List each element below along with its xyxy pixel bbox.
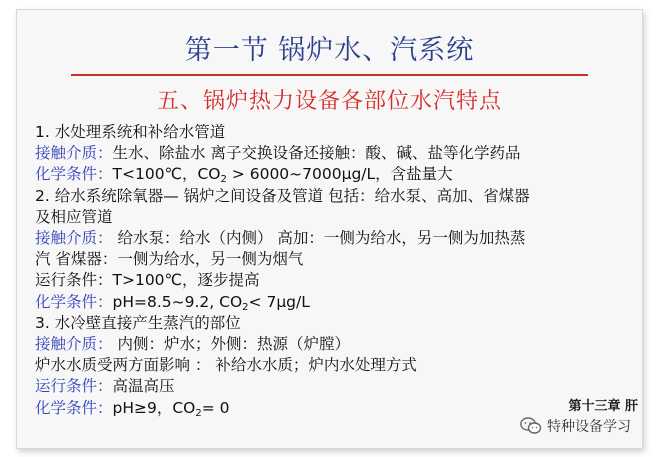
line-text: 生水、除盐水 离子交换设备还接触：酸、碱、盐等化学药品 [112, 144, 521, 163]
line-text: 高温高压 [112, 377, 175, 396]
line-text: pH=8.5~9.2, CO [112, 292, 243, 311]
slide [16, 9, 643, 449]
text-line [35, 228, 635, 249]
text-line [35, 313, 635, 334]
line-text: 运行条件：T>100℃，逐步提高 [35, 271, 260, 290]
page-title: 第一节 锅炉水、汽系统 [184, 35, 475, 66]
text-line [35, 376, 635, 397]
field-label: 化学条件： [35, 292, 113, 311]
text-line [35, 143, 635, 164]
line-text: > 6000~7000μg/L，含盐量大 [226, 165, 453, 184]
line-text: 炉水水质受两方面影响 ： 补给水水质；炉内水处理方式 [35, 356, 417, 375]
watermark-text: 特种设备学习 [547, 419, 631, 435]
slide-body [35, 122, 635, 419]
field-label: 接触介质： [35, 229, 113, 248]
line-text: 内侧：炉水；外侧：热源（炉膛） [112, 335, 350, 354]
line-text: T<100℃，CO [112, 165, 221, 184]
chapter-footer: 第十三章 肝 [568, 399, 638, 414]
text-line [35, 122, 635, 143]
subscript: 2 [220, 174, 227, 186]
field-label: 接触介质： [35, 335, 113, 354]
text-line [35, 355, 635, 376]
text-line [35, 207, 635, 228]
line-text: < 7μg/L [248, 292, 310, 311]
text-line [35, 164, 635, 185]
section-subtitle: 五、锅炉热力设备各部位水汽特点 [156, 89, 502, 114]
subscript: 2 [242, 301, 249, 313]
text-line [35, 292, 635, 313]
line-text: 3. 水冷壁直接产生蒸汽的部位 [35, 313, 241, 332]
text-line [35, 270, 635, 291]
line-text: pH≥9，CO [112, 398, 196, 417]
line-text: = 0 [201, 398, 230, 417]
line-text: 1. 水处理系统和补给水管道 [35, 123, 226, 141]
line-text: 给水泵：给水（内侧） 高加：一侧为给水，另一侧为加热蒸 [112, 229, 526, 248]
subscript: 2 [195, 407, 202, 419]
field-label: 运行条件： [35, 377, 113, 396]
field-label: 化学条件： [35, 165, 113, 184]
line-text: 汽 省煤器：一侧为给水，另一侧为烟气 [35, 250, 304, 269]
line-text: 及相应管道 [35, 207, 113, 226]
watermark [520, 416, 631, 436]
wechat-icon [520, 417, 542, 435]
text-line [35, 334, 635, 355]
line-text: 2. 给水系统除氧器— 锅炉之间设备及管道 包括：给水泵、高加、省煤器 [35, 186, 530, 205]
title-divider [71, 74, 588, 76]
text-line [35, 249, 635, 270]
field-label: 化学条件： [35, 398, 113, 417]
field-label: 接触介质： [35, 144, 113, 163]
text-line [35, 186, 635, 207]
